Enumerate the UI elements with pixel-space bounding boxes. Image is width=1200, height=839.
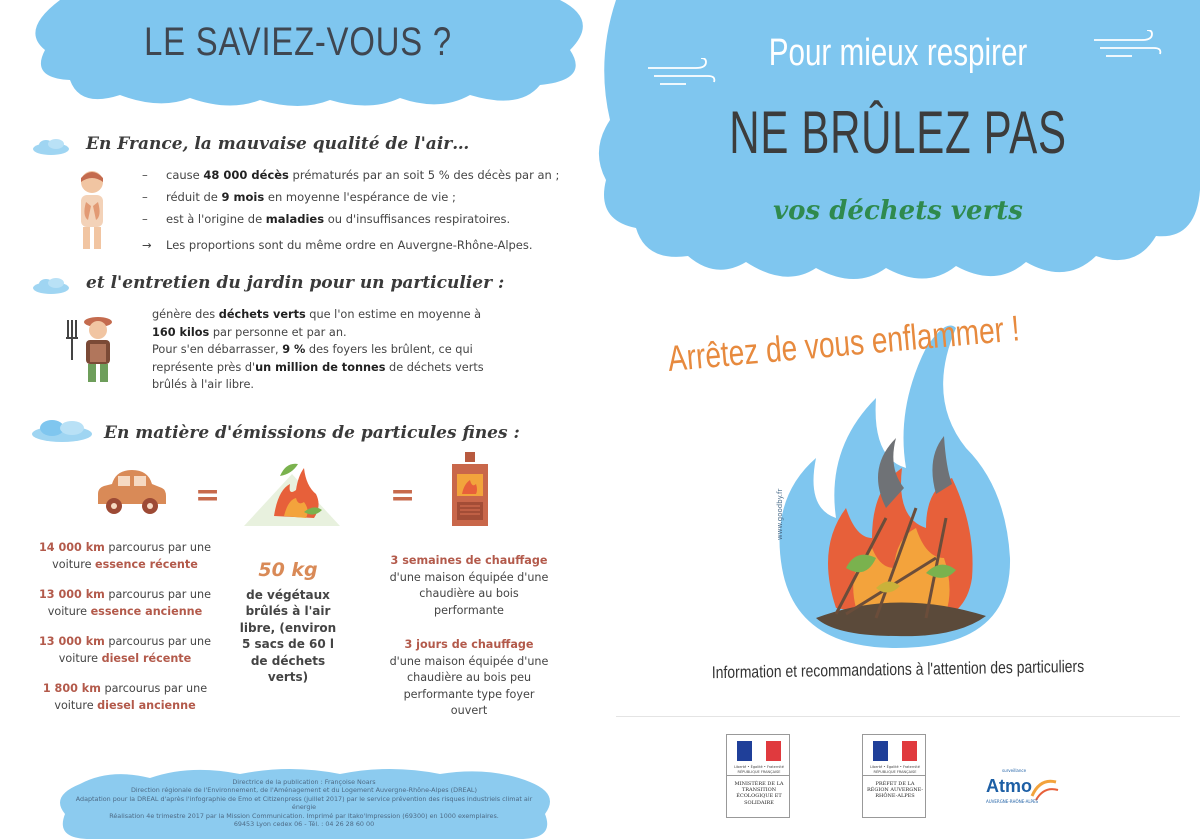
equals-sign: = (195, 478, 221, 513)
title-line-1: Pour mieux respirer (768, 32, 1028, 74)
credits-footer: Directrice de la publication : Françoise Noars Direction régionale de l'Environnement, de l'Aménagement et du Logement Auvergne-Rhône-Alpes (DREAL) Adaptation pour la DREAL d'après l'infographie de Emo et Citizenpress (juillet 2017) par le service prévention des risques industriels climat air énergie Réalisation 4e trimestre 2017 par la Mission Communication. Imprimé par Itako'Impression (69300) en 1000 exemplaires. 69453 Lyon cedex 06 - Tél. : 04 26 28 60 00 (75, 778, 533, 829)
list-item: 3 jours de chauffage d'une maison équipée d'une chaudière au bois peu performante type foyer ouvert (389, 638, 549, 717)
person-lungs-icon (74, 168, 110, 252)
equals-sign: = (390, 478, 416, 513)
list-item: 13 000 km parcourus par une voiture diesel récente (38, 635, 212, 665)
slogan: Arrêtez de vous enflammer ! (666, 307, 1022, 379)
cloud-icon (32, 277, 70, 295)
green-waste-amount (238, 559, 338, 686)
bullet-row: – réduit de 9 mois en moyenne l'espérance de vie ; (142, 190, 456, 204)
atmo-region: AUVERGNE-RHÔNE-ALPES (986, 799, 1039, 804)
garden-text-2: Pour s'en débarrasser, 9 % des foyers les brûlent, ce qui représente près d'un million de tonnes de déchets verts brûlés à l'air libre. (152, 343, 484, 391)
atmo-tagline: surveillance (1002, 768, 1027, 773)
garden-paragraph (152, 306, 492, 394)
garden-text-1: génère des déchets verts que l'on estime en moyenne à 160 kilos par personne et par an. (152, 308, 482, 339)
list-item: 1 800 km parcourus par une voiture diesel ancienne (42, 682, 208, 712)
bullet-row: → Les proportions sont du même ordre en Auvergne-Rhône-Alpes. (142, 238, 533, 252)
air-quality-bullets (142, 164, 559, 256)
burning-pile-icon (244, 456, 340, 526)
information-line: Information et recommandations à l'attention des particuliers (711, 656, 1085, 683)
atmo-logo: Atmo (986, 776, 1032, 796)
bullet-row: – est à l'origine de maladies ou d'insuffisances respiratoires. (142, 212, 511, 226)
title-line-2: NE BRÛLEZ PAS (729, 99, 1067, 166)
cloud-icon (30, 418, 94, 444)
credit-label: www.goodby.fr (776, 488, 784, 540)
weight-value: 50 kg (258, 559, 318, 581)
ministry-logo: Liberté • Égalité • Fraternité RÉPUBLIQUE FRANÇAISE MINISTÈRE DE LA TRANSITION ÉCOLOGIQUE ET SOLIDAIRE (726, 734, 790, 818)
fire-illustration (776, 318, 1016, 648)
divider (616, 716, 1180, 717)
page-heading: LE SAVIEZ-VOUS ? (144, 20, 452, 64)
cloud-icon (32, 138, 70, 156)
section-title-air-quality: En France, la mauvaise qualité de l'air… (86, 134, 470, 154)
list-item: 14 000 km parcourus par une voiture essence récente (38, 541, 212, 571)
heating-equivalents (384, 553, 554, 738)
weight-description: de végétaux brûlés à l'air libre, (environ 5 sacs de 60 l de déchets verts) (239, 587, 337, 684)
list-item: 13 000 km parcourus par une voiture essence ancienne (38, 588, 212, 618)
prefecture-logo: Liberté • Égalité • Fraternité RÉPUBLIQUE FRANÇAISE PRÉFET DE LA RÉGION AUVERGNE-RHÔNE-ALPES (862, 734, 926, 818)
left-panel (0, 0, 596, 839)
car-equivalents (30, 540, 220, 728)
section-title-garden: et l'entretien du jardin pour un particulier : (86, 273, 505, 293)
title-line-3: vos déchets verts (773, 196, 1023, 226)
car-icon (96, 466, 168, 518)
right-panel (596, 0, 1200, 839)
gardener-icon (64, 314, 120, 386)
bullet-row: – cause 48 000 décès prématurés par an soit 5 % des décès par an ; (142, 168, 560, 182)
section-title-particles: En matière d'émissions de particules fines : (104, 423, 520, 443)
wood-stove-icon (448, 452, 492, 532)
french-flag-icon (737, 741, 781, 761)
french-flag-icon (873, 741, 917, 761)
list-item: 3 semaines de chauffage d'une maison équipée d'une chaudière au bois performante (389, 554, 549, 617)
